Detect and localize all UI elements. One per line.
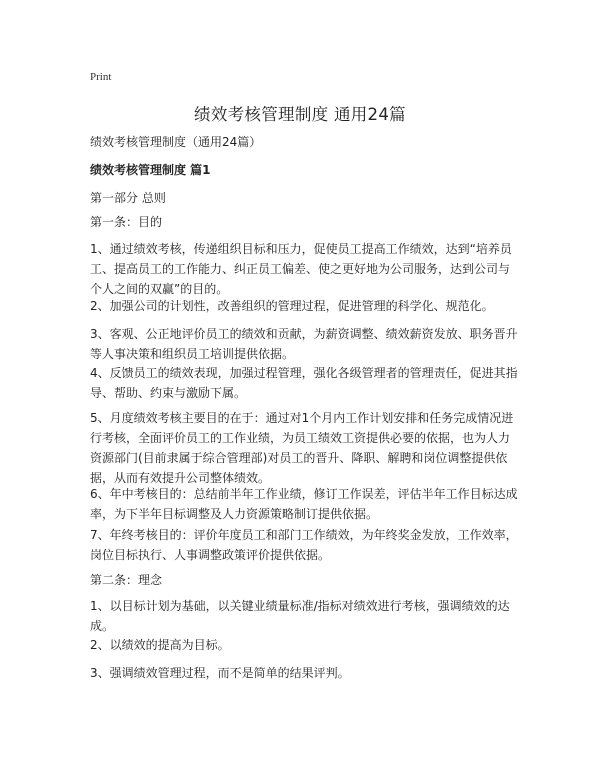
list-item: 2、加强公司的计划性，改善组织的管理过程，促进管理的科学化、规范化。	[90, 299, 494, 313]
part-heading: 第一部分 总则	[90, 191, 166, 205]
list-item: 5、月度绩效考核主要目的在于：通过对1个月内工作计划安排和任务完成情况进行考核，全面评价员工的工作业绩，为员工绩效工资提供必要的依据，也为人力资源部门(目前隶属于综合管理部)对员工的晋升、降职、解聘和岗位调整提供依据，从而有效提升公司整体绩效。	[90, 411, 514, 485]
article1-heading: 第一条：目的	[90, 215, 163, 229]
list-item: 4、反馈员工的绩效表现，加强过程管理，强化各级管理者的管理责任，促进其指导、帮助、约束与激励下属。	[90, 366, 518, 400]
list-item: 6、年中考核目的：总结前半年工作业绩，修订工作误差，评估半年工作目标达成率，为下半年目标调整及人力资源策略制订提供依据。	[90, 487, 518, 521]
article2-heading: 第二条：理念	[90, 573, 163, 587]
document-title: 绩效考核管理制度 通用24篇	[194, 105, 406, 124]
document-subtitle: 绩效考核管理制度（通用24篇）	[90, 135, 262, 149]
list-item: 3、强调绩效管理过程，而不是简单的结果评判。	[90, 666, 350, 680]
list-item: 7、年终考核目的：评价年度员工和部门工作绩效，为年终奖金发放，工作效率，岗位目标执行、人事调整政策评价提供依据。	[90, 528, 518, 562]
print-label: Print	[90, 71, 112, 83]
list-item: 2、以绩效的提高为目标。	[90, 638, 230, 652]
section-heading: 绩效考核管理制度 篇1	[90, 163, 211, 177]
list-item: 1、通过绩效考核，传递组织目标和压力，促使员工提高工作绩效，达到“培养员工、提高员工的工作能力、纠正员工偏差、使之更好地为公司服务，达到公司与个人之间的双赢”的目的。	[90, 242, 512, 296]
list-item: 1、以目标计划为基础，以关键业绩量标准/指标对绩效进行考核，强调绩效的达成。	[90, 599, 510, 633]
list-item: 3、客观、公正地评价员工的绩效和贡献，为薪资调整、绩效薪资发放、职务晋升等人事决策和组织员工培训提供依据。	[90, 327, 518, 361]
